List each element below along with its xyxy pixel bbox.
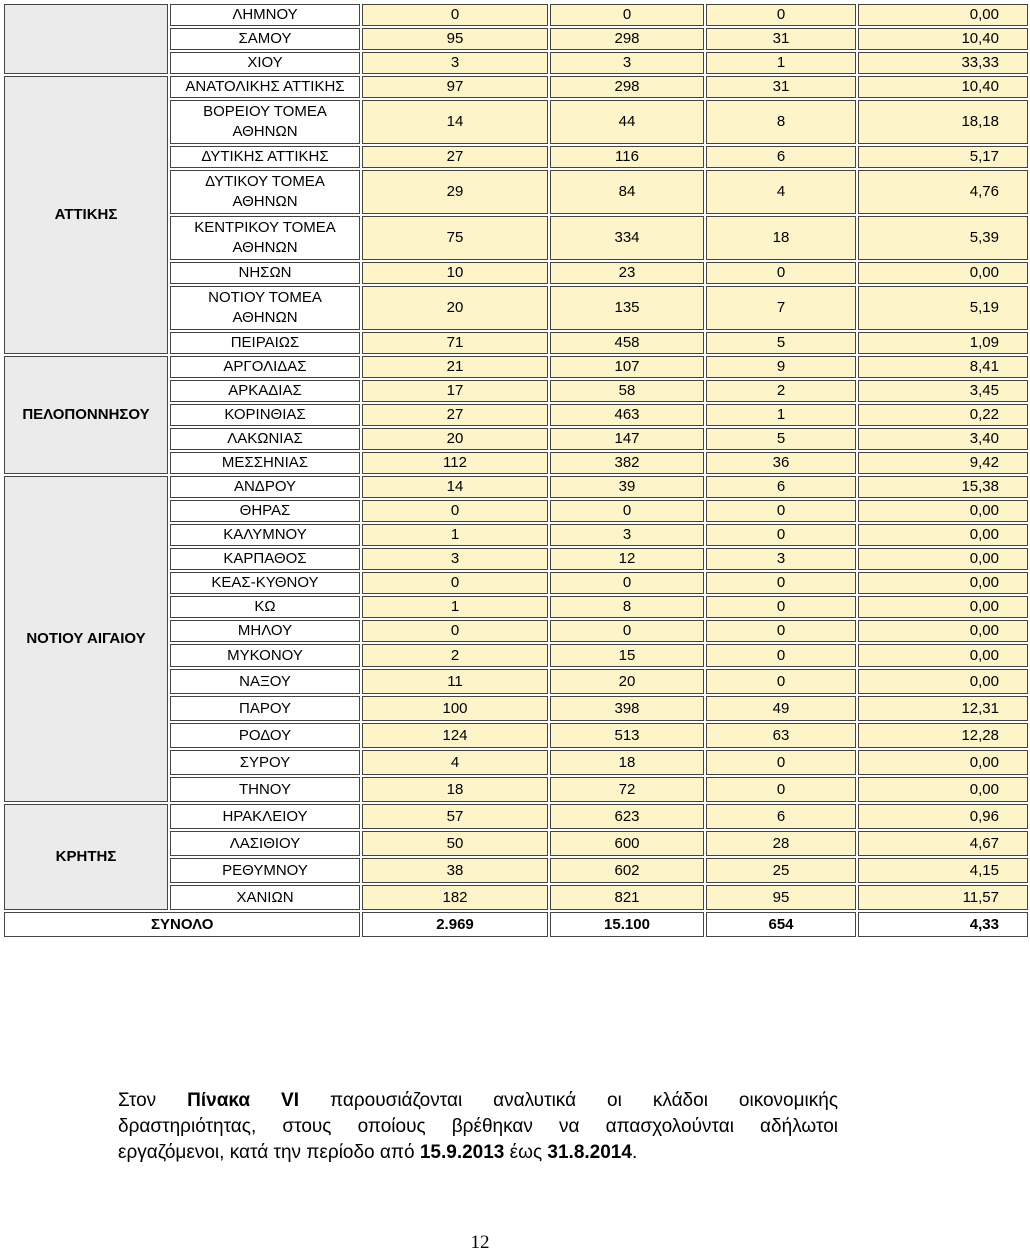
value-cell: 12,31 [858, 696, 1028, 721]
value-cell: 71 [362, 332, 548, 354]
value-cell: 0 [706, 620, 856, 642]
value-cell: 38 [362, 858, 548, 883]
value-cell: 334 [550, 216, 704, 260]
value-cell: 1 [706, 404, 856, 426]
value-cell: 18 [550, 750, 704, 775]
text: . [631, 1142, 638, 1163]
prefecture-cell: ΜΥΚΟΝΟΥ [170, 644, 360, 667]
value-cell: 0,00 [858, 644, 1028, 667]
value-cell: 2 [706, 380, 856, 402]
prefecture-cell: ΝΗΣΩΝ [170, 262, 360, 284]
value-cell: 3 [706, 548, 856, 570]
value-cell: 5 [706, 332, 856, 354]
value-cell: 0 [362, 500, 548, 522]
value-cell: 1 [362, 596, 548, 618]
value-cell: 298 [550, 28, 704, 50]
prefecture-cell: ΚΕΝΤΡΙΚΟΥ ΤΟΜΕΑ ΑΘΗΝΩΝ [170, 216, 360, 260]
total-value-cell: 15.100 [550, 912, 704, 937]
value-cell: 75 [362, 216, 548, 260]
value-cell: 107 [550, 356, 704, 378]
value-cell: 0 [550, 572, 704, 594]
prefecture-cell: ΚΟΡΙΝΘΙΑΣ [170, 404, 360, 426]
prefecture-cell: ΚΑΡΠΑΘΟΣ [170, 548, 360, 570]
value-cell: 0 [362, 620, 548, 642]
prefecture-cell: ΘΗΡΑΣ [170, 500, 360, 522]
value-cell: 84 [550, 170, 704, 214]
data-table [2, 2, 1030, 939]
value-cell: 20 [550, 669, 704, 694]
value-cell: 72 [550, 777, 704, 802]
value-cell: 124 [362, 723, 548, 748]
value-cell: 8 [706, 100, 856, 144]
value-cell: 4,76 [858, 170, 1028, 214]
value-cell: 18,18 [858, 100, 1028, 144]
value-cell: 382 [550, 452, 704, 474]
region-cell: ΠΕΛΟΠΟΝΝΗΣΟΥ [4, 356, 168, 474]
total-value-cell: 654 [706, 912, 856, 937]
value-cell: 18 [706, 216, 856, 260]
value-cell: 0 [706, 262, 856, 284]
end-date: 31.8.2014 [547, 1142, 632, 1163]
prefecture-cell: ΚΩ [170, 596, 360, 618]
value-cell: 50 [362, 831, 548, 856]
value-cell: 11 [362, 669, 548, 694]
value-cell: 135 [550, 286, 704, 330]
prefecture-cell: ΣΑΜΟΥ [170, 28, 360, 50]
value-cell: 0,22 [858, 404, 1028, 426]
value-cell: 95 [362, 28, 548, 50]
table-row [4, 476, 1028, 498]
value-cell: 100 [362, 696, 548, 721]
value-cell: 31 [706, 76, 856, 98]
value-cell: 0,96 [858, 804, 1028, 829]
region-cell [4, 4, 168, 74]
prefecture-cell: ΣΥΡΟΥ [170, 750, 360, 775]
prefecture-cell: ΧΙΟΥ [170, 52, 360, 74]
paragraph-line-3 [118, 1140, 838, 1166]
prefecture-cell: ΛΗΜΝΟΥ [170, 4, 360, 26]
value-cell: 14 [362, 100, 548, 144]
value-cell: 458 [550, 332, 704, 354]
value-cell: 623 [550, 804, 704, 829]
value-cell: 0 [706, 500, 856, 522]
value-cell: 15 [550, 644, 704, 667]
value-cell: 398 [550, 696, 704, 721]
prefecture-cell: ΔΥΤΙΚΗΣ ΑΤΤΙΚΗΣ [170, 146, 360, 168]
value-cell: 182 [362, 885, 548, 910]
value-cell: 0 [706, 669, 856, 694]
value-cell: 0 [550, 4, 704, 26]
table-row [4, 4, 1028, 26]
prefecture-cell: ΔΥΤΙΚΟΥ ΤΟΜΕΑ ΑΘΗΝΩΝ [170, 170, 360, 214]
value-cell: 0 [706, 572, 856, 594]
paragraph-line-1 [118, 1088, 838, 1114]
value-cell: 10 [362, 262, 548, 284]
value-cell: 0 [362, 572, 548, 594]
table-reference: Πίνακα VI [187, 1090, 300, 1111]
value-cell: 27 [362, 146, 548, 168]
total-row [4, 912, 1028, 937]
value-cell: 0 [706, 596, 856, 618]
value-cell: 4,15 [858, 858, 1028, 883]
value-cell: 463 [550, 404, 704, 426]
value-cell: 298 [550, 76, 704, 98]
table-row [4, 356, 1028, 378]
value-cell: 5,39 [858, 216, 1028, 260]
value-cell: 23 [550, 262, 704, 284]
table-row [4, 804, 1028, 829]
region-cell: ΚΡΗΤΗΣ [4, 804, 168, 910]
value-cell: 95 [706, 885, 856, 910]
prefecture-cell: ΤΗΝΟΥ [170, 777, 360, 802]
prefecture-cell: ΡΟΔΟΥ [170, 723, 360, 748]
prefecture-cell: ΡΕΘΥΜΝΟΥ [170, 858, 360, 883]
value-cell: 31 [706, 28, 856, 50]
value-cell: 33,33 [858, 52, 1028, 74]
value-cell: 0,00 [858, 548, 1028, 570]
value-cell: 4 [362, 750, 548, 775]
value-cell: 0,00 [858, 750, 1028, 775]
value-cell: 0 [706, 644, 856, 667]
value-cell: 63 [706, 723, 856, 748]
value-cell: 14 [362, 476, 548, 498]
value-cell: 9 [706, 356, 856, 378]
value-cell: 0 [706, 4, 856, 26]
value-cell: 21 [362, 356, 548, 378]
prefecture-cell: ΑΝΔΡΟΥ [170, 476, 360, 498]
value-cell: 6 [706, 476, 856, 498]
value-cell: 11,57 [858, 885, 1028, 910]
value-cell: 20 [362, 428, 548, 450]
region-cell: ΑΤΤΙΚΗΣ [4, 76, 168, 354]
prefecture-cell: ΠΕΙΡΑΙΩΣ [170, 332, 360, 354]
value-cell: 12,28 [858, 723, 1028, 748]
value-cell: 15,38 [858, 476, 1028, 498]
value-cell: 25 [706, 858, 856, 883]
prefecture-cell: ΚΑΛΥΜΝΟΥ [170, 524, 360, 546]
value-cell: 0,00 [858, 500, 1028, 522]
value-cell: 0,00 [858, 596, 1028, 618]
value-cell: 44 [550, 100, 704, 144]
prefecture-cell: ΝΑΞΟΥ [170, 669, 360, 694]
table-row [4, 76, 1028, 98]
value-cell: 4,67 [858, 831, 1028, 856]
prefecture-cell: ΠΑΡΟΥ [170, 696, 360, 721]
prefecture-cell: ΜΕΣΣΗΝΙΑΣ [170, 452, 360, 474]
prefecture-cell: ΛΑΣΙΘΙΟΥ [170, 831, 360, 856]
value-cell: 600 [550, 831, 704, 856]
total-label: ΣΥΝΟΛΟ [4, 912, 360, 937]
value-cell: 5,19 [858, 286, 1028, 330]
text: έως [504, 1142, 548, 1163]
prefecture-cell: ΝΟΤΙΟΥ ΤΟΜΕΑ ΑΘΗΝΩΝ [170, 286, 360, 330]
total-value-cell: 4,33 [858, 912, 1028, 937]
value-cell: 0 [550, 620, 704, 642]
value-cell: 1 [362, 524, 548, 546]
value-cell: 0 [706, 750, 856, 775]
value-cell: 0,00 [858, 572, 1028, 594]
paragraph-line-2 [118, 1114, 838, 1140]
value-cell: 6 [706, 804, 856, 829]
value-cell: 0,00 [858, 262, 1028, 284]
value-cell: 7 [706, 286, 856, 330]
value-cell: 6 [706, 146, 856, 168]
value-cell: 5,17 [858, 146, 1028, 168]
value-cell: 3 [550, 52, 704, 74]
value-cell: 0,00 [858, 4, 1028, 26]
value-cell: 3,45 [858, 380, 1028, 402]
value-cell: 3 [550, 524, 704, 546]
value-cell: 20 [362, 286, 548, 330]
value-cell: 49 [706, 696, 856, 721]
value-cell: 39 [550, 476, 704, 498]
prefecture-cell: ΛΑΚΩΝΙΑΣ [170, 428, 360, 450]
value-cell: 1 [706, 52, 856, 74]
value-cell: 602 [550, 858, 704, 883]
page-number: 12 [470, 1232, 490, 1253]
start-date: 15.9.2013 [419, 1142, 505, 1163]
value-cell: 0,00 [858, 524, 1028, 546]
text: εργαζόμενοι, κατά την περίοδο από [118, 1142, 420, 1163]
value-cell: 3,40 [858, 428, 1028, 450]
value-cell: 0 [550, 500, 704, 522]
value-cell: 1,09 [858, 332, 1028, 354]
value-cell: 821 [550, 885, 704, 910]
value-cell: 0 [362, 4, 548, 26]
value-cell: 116 [550, 146, 704, 168]
prefecture-cell: ΧΑΝΙΩΝ [170, 885, 360, 910]
total-value-cell: 2.969 [362, 912, 548, 937]
value-cell: 10,40 [858, 28, 1028, 50]
text: παρουσιάζονται αναλυτικά οι κλάδοι οικονομικής [299, 1090, 839, 1111]
value-cell: 0 [706, 524, 856, 546]
value-cell: 36 [706, 452, 856, 474]
value-cell: 3 [362, 548, 548, 570]
value-cell: 28 [706, 831, 856, 856]
value-cell: 112 [362, 452, 548, 474]
value-cell: 5 [706, 428, 856, 450]
region-cell: ΝΟΤΙΟΥ ΑΙΓΑΙΟΥ [4, 476, 168, 802]
value-cell: 2 [362, 644, 548, 667]
value-cell: 27 [362, 404, 548, 426]
value-cell: 8 [550, 596, 704, 618]
value-cell: 57 [362, 804, 548, 829]
prefecture-cell: ΗΡΑΚΛΕΙΟΥ [170, 804, 360, 829]
value-cell: 17 [362, 380, 548, 402]
value-cell: 58 [550, 380, 704, 402]
value-cell: 8,41 [858, 356, 1028, 378]
value-cell: 0,00 [858, 669, 1028, 694]
value-cell: 97 [362, 76, 548, 98]
value-cell: 4 [706, 170, 856, 214]
value-cell: 0 [706, 777, 856, 802]
text: Στον [118, 1090, 188, 1111]
prefecture-cell: ΑΝΑΤΟΛΙΚΗΣ ΑΤΤΙΚΗΣ [170, 76, 360, 98]
value-cell: 9,42 [858, 452, 1028, 474]
value-cell: 147 [550, 428, 704, 450]
value-cell: 18 [362, 777, 548, 802]
prefecture-cell: ΒΟΡΕΙΟΥ ΤΟΜΕΑ ΑΘΗΝΩΝ [170, 100, 360, 144]
body-paragraph [118, 1088, 838, 1166]
value-cell: 513 [550, 723, 704, 748]
value-cell: 29 [362, 170, 548, 214]
prefecture-cell: ΜΗΛΟΥ [170, 620, 360, 642]
value-cell: 10,40 [858, 76, 1028, 98]
value-cell: 3 [362, 52, 548, 74]
value-cell: 12 [550, 548, 704, 570]
value-cell: 0,00 [858, 777, 1028, 802]
text: δραστηριότητας, στους οποίους βρέθηκαν να απασχολούνται αδήλωτοι [118, 1116, 838, 1137]
prefecture-cell: ΑΡΓΟΛΙΔΑΣ [170, 356, 360, 378]
value-cell: 0,00 [858, 620, 1028, 642]
prefecture-cell: ΑΡΚΑΔΙΑΣ [170, 380, 360, 402]
prefecture-cell: ΚΕΑΣ-ΚΥΘΝΟΥ [170, 572, 360, 594]
